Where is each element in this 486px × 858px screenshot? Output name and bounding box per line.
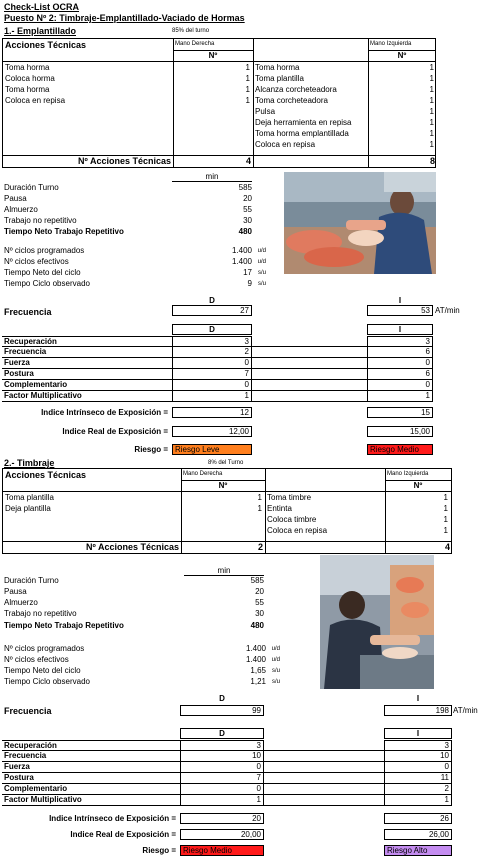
list-label: Pausa <box>4 587 27 596</box>
risk-label: Riesgo = <box>142 846 176 855</box>
list-value: 1.400 <box>231 246 252 255</box>
factor-left: 0 <box>367 358 433 369</box>
action-count: 1 <box>245 96 250 105</box>
action-count: 1 <box>429 129 434 138</box>
list-label: Tiempo Ciclo observado <box>4 279 90 288</box>
list-value: 585 <box>250 576 264 585</box>
factor-right: 7 <box>172 369 252 380</box>
real-index-left: 26,00 <box>384 829 452 840</box>
total-right: 4 <box>245 156 251 166</box>
list-value: 1.400 <box>245 655 266 664</box>
list-label: Tiempo Neto del ciclo <box>4 268 81 277</box>
intrinsic-index-label: Indice Intrínseco de Exposición = <box>49 814 176 823</box>
list-label: Duración Turno <box>4 576 59 585</box>
action-count: 1 <box>257 493 262 502</box>
list-label: Duración Turno <box>4 183 59 192</box>
action-count: 1 <box>443 526 448 535</box>
real-index-label: Indice Real de Exposición = <box>70 830 176 839</box>
factor-right: 0 <box>180 784 264 795</box>
list-label: Almuerzo <box>4 598 38 607</box>
factor-label: Fuerza <box>2 358 172 369</box>
risk-badge-right: Riesgo Leve <box>172 444 252 455</box>
list-label: Pausa <box>4 194 27 203</box>
factor-label: Frecuencia <box>2 347 172 358</box>
real-index-label: Indice Real de Exposición = <box>62 427 168 436</box>
right-count-header: Nº <box>173 50 253 60</box>
frequency-label: Frecuencia <box>4 706 52 716</box>
list-row <box>4 609 264 620</box>
action-label: Toma horma <box>255 63 300 72</box>
action-row <box>265 493 451 504</box>
list-value: 1.400 <box>245 644 266 653</box>
turn-percentage: 85% del turno <box>172 28 210 34</box>
factor-right: 2 <box>172 347 252 358</box>
factor-left: 10 <box>384 751 452 762</box>
left-count-header: Nº <box>385 480 451 490</box>
list-value: 30 <box>255 609 264 618</box>
factor-right: 3 <box>172 336 252 347</box>
right-count-header: Nº <box>181 480 265 490</box>
action-label: Coloca timbre <box>267 515 317 524</box>
actions-header: Acciones Técnicas <box>5 40 87 50</box>
list-label: Nº ciclos efectivos <box>4 655 69 664</box>
action-row <box>265 504 451 515</box>
list-label: Trabajo no repetitivo <box>4 216 77 225</box>
total-left: 4 <box>444 542 450 552</box>
left-hand-header: Mano Izquierda <box>370 41 412 47</box>
frequency-unit: AT/min <box>453 706 478 715</box>
factor-row <box>2 740 452 751</box>
factor-label: Complementario <box>2 380 172 391</box>
list-row <box>4 677 282 688</box>
factor-left: 11 <box>384 773 452 784</box>
action-count: 1 <box>429 96 434 105</box>
net-time-value: 480 <box>238 227 252 236</box>
factor-left: 6 <box>367 369 433 380</box>
list-label: Trabajo no repetitivo <box>4 609 77 618</box>
action-count: 1 <box>429 118 434 127</box>
list-row <box>4 644 282 655</box>
action-label: Deja herramienta en repisa <box>255 118 352 127</box>
factor-label: Frecuencia <box>2 751 180 762</box>
min-header: min <box>184 566 264 576</box>
doc-title: Check-List OCRA <box>4 2 80 12</box>
section-heading: 1.- Emplantillado <box>4 26 77 36</box>
list-value: 1,21 <box>250 677 266 686</box>
factor-row <box>2 795 452 806</box>
action-label: Toma plantilla <box>5 493 54 502</box>
factor-left: 1 <box>384 795 452 806</box>
list-value: 55 <box>243 205 252 214</box>
frequency-label: Frecuencia <box>4 307 52 317</box>
right-hand-label: D <box>219 694 225 703</box>
risk-badge-right: Riesgo Medio <box>180 845 264 856</box>
action-label: Toma horma <box>5 85 50 94</box>
factor-right: 0 <box>172 380 252 391</box>
total-label: Nº Acciones Técnicas <box>78 156 171 166</box>
factors-left-header: I <box>367 324 433 335</box>
risk-label: Riesgo = <box>134 445 168 454</box>
factor-right: 1 <box>172 391 252 402</box>
action-count: 1 <box>429 107 434 116</box>
action-label: Pulsa <box>255 107 276 116</box>
action-label: Toma timbre <box>267 493 312 502</box>
real-index-right: 20,00 <box>180 829 264 840</box>
list-unit: u/d <box>257 248 266 254</box>
action-count: 1 <box>443 493 448 502</box>
factor-right: 0 <box>172 358 252 369</box>
list-unit: s/u <box>271 679 280 685</box>
left-hand-label: I <box>398 296 402 305</box>
action-count: 1 <box>429 85 434 94</box>
min-header: min <box>172 172 252 182</box>
intrinsic-index-left: 15 <box>367 407 433 418</box>
right-hand-header: Mano Derecha <box>175 41 215 47</box>
actions-table <box>2 468 452 554</box>
list-label: Tiempo Neto del ciclo <box>4 666 81 675</box>
factor-left: 3 <box>384 740 452 751</box>
list-row <box>4 587 264 598</box>
list-row <box>4 655 282 666</box>
action-label: Coloca en repisa <box>5 96 66 105</box>
frequency-right: 27 <box>172 305 252 316</box>
total-label: Nº Acciones Técnicas <box>86 542 179 552</box>
intrinsic-index-right: 12 <box>172 407 252 418</box>
action-row <box>265 515 451 526</box>
frequency-left: 53 <box>367 305 433 316</box>
action-count: 1 <box>429 74 434 83</box>
worker-photo <box>320 555 434 689</box>
action-row <box>265 526 451 537</box>
action-count: 1 <box>257 504 262 513</box>
action-label: Toma plantilla <box>255 74 304 83</box>
list-value: 1,65 <box>250 666 266 675</box>
factor-row <box>2 751 452 762</box>
action-count: 1 <box>429 140 434 149</box>
action-label: Deja plantilla <box>5 504 51 513</box>
net-time-value: 480 <box>250 621 264 630</box>
factor-left: 0 <box>367 380 433 391</box>
list-unit: u/d <box>271 646 280 652</box>
factor-label: Postura <box>2 773 180 784</box>
left-hand-label: I <box>416 694 420 703</box>
list-value: 55 <box>255 598 264 607</box>
action-count: 1 <box>245 85 250 94</box>
frequency-unit: AT/min <box>435 306 460 315</box>
factor-label: Factor Multiplicativo <box>2 795 180 806</box>
list-label: Almuerzo <box>4 205 38 214</box>
list-unit: s/u <box>271 668 280 674</box>
list-value: 17 <box>243 268 252 277</box>
list-unit: u/d <box>271 657 280 663</box>
factor-label: Recuperación <box>2 336 172 347</box>
factor-label: Fuerza <box>2 762 180 773</box>
list-value: 20 <box>243 194 252 203</box>
intrinsic-index-label: Indice Intrínseco de Exposición = <box>41 408 168 417</box>
intrinsic-index-left: 26 <box>384 813 452 824</box>
frequency-left: 198 <box>384 705 452 716</box>
left-count-header: Nº <box>368 50 436 60</box>
action-label: Entinta <box>267 504 292 513</box>
list-value: 585 <box>238 183 252 192</box>
action-label: Toma horma <box>5 63 50 72</box>
factors-right-header: D <box>180 728 264 739</box>
factor-left: 6 <box>367 347 433 358</box>
list-value: 1.400 <box>231 257 252 266</box>
list-value: 9 <box>247 279 252 288</box>
turn-percentage: 8% del Turno <box>208 460 244 466</box>
action-count: 1 <box>245 74 250 83</box>
factor-line <box>264 805 384 806</box>
actions-header: Acciones Técnicas <box>5 470 87 480</box>
net-time-label: Tiempo Neto Trabajo Repetitivo <box>4 227 124 236</box>
list-label: Nº ciclos programados <box>4 644 85 653</box>
action-count: 1 <box>443 504 448 513</box>
action-label: Coloca en repisa <box>255 140 316 149</box>
factor-left: 2 <box>384 784 452 795</box>
list-value: 30 <box>243 216 252 225</box>
factor-left: 0 <box>384 762 452 773</box>
real-index-left: 15,00 <box>367 426 433 437</box>
action-label: Toma horma emplantillada <box>255 129 349 138</box>
net-time-label: Tiempo Neto Trabajo Repetitivo <box>4 621 124 630</box>
factor-right: 7 <box>180 773 264 784</box>
factor-right: 0 <box>180 762 264 773</box>
list-label: Tiempo Ciclo observado <box>4 677 90 686</box>
right-hand-label: D <box>209 296 215 305</box>
list-row <box>4 576 264 587</box>
left-hand-header: Mano Izquierda <box>387 471 429 477</box>
action-count: 1 <box>429 63 434 72</box>
factor-label: Postura <box>2 369 172 380</box>
factor-row <box>2 773 452 784</box>
factor-left: 1 <box>367 391 433 402</box>
factor-label: Complementario <box>2 784 180 795</box>
list-label: Nº ciclos programados <box>4 246 85 255</box>
action-label: Toma corcheteadora <box>255 96 328 105</box>
factor-label: Recuperación <box>2 740 180 751</box>
real-index-right: 12,00 <box>172 426 252 437</box>
frequency-right: 99 <box>180 705 264 716</box>
risk-badge-left: Riesgo Medio <box>367 444 433 455</box>
factor-row <box>2 784 452 795</box>
factors-right-header: D <box>172 324 252 335</box>
action-count: 1 <box>245 63 250 72</box>
action-row <box>3 493 265 504</box>
factor-right: 10 <box>180 751 264 762</box>
list-row <box>4 598 264 609</box>
right-hand-header: Mano Derecha <box>183 471 223 477</box>
total-right: 2 <box>257 542 263 552</box>
list-value: 20 <box>255 587 264 596</box>
doc-subtitle: Puesto Nº 2: Timbraje-Emplantillado-Vaciado de Hormas <box>4 13 245 23</box>
list-unit: s/u <box>257 270 266 276</box>
intrinsic-index-right: 20 <box>180 813 264 824</box>
total-left: 8 <box>429 156 435 166</box>
factors-left-header: I <box>384 728 452 739</box>
factor-row <box>2 762 452 773</box>
factor-right: 1 <box>180 795 264 806</box>
action-label: Coloca en repisa <box>267 526 328 535</box>
list-row <box>4 666 282 677</box>
factor-left: 3 <box>367 336 433 347</box>
factor-label: Factor Multiplicativo <box>2 391 172 402</box>
section-heading: 2.- Timbraje <box>4 458 55 468</box>
action-label: Coloca horma <box>5 74 55 83</box>
list-label: Nº ciclos efectivos <box>4 257 69 266</box>
list-unit: s/u <box>257 281 266 287</box>
action-row <box>3 504 265 515</box>
factor-right: 3 <box>180 740 264 751</box>
risk-badge-left: Riesgo Alto <box>384 845 452 856</box>
list-unit: u/d <box>257 259 266 265</box>
action-label: Alcanza corcheteadora <box>255 85 337 94</box>
action-count: 1 <box>443 515 448 524</box>
